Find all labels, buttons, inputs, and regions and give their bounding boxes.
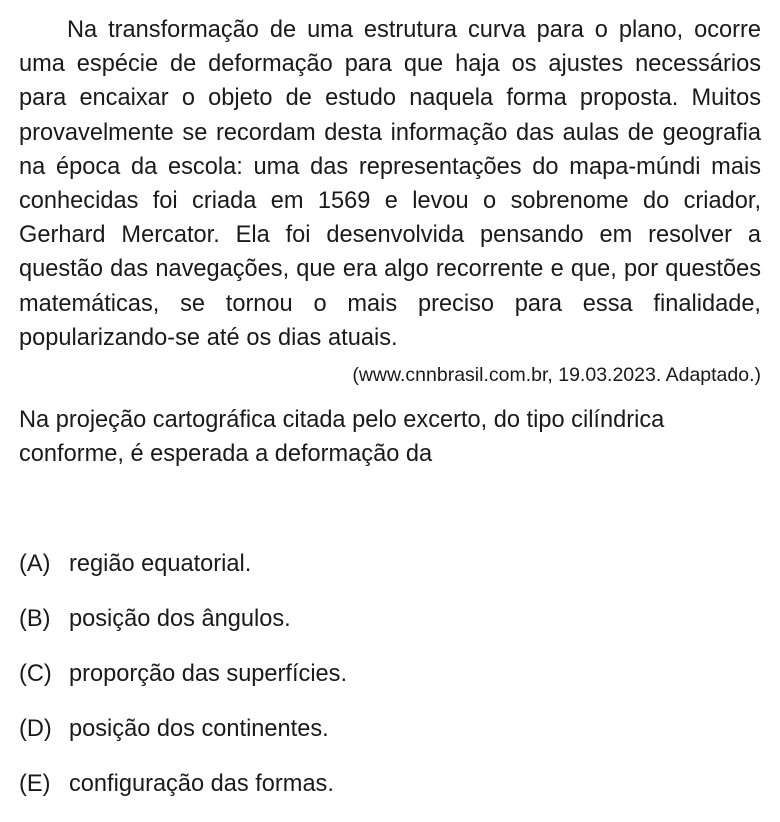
- option-letter: (D): [19, 716, 52, 742]
- question-page: [19, 0, 761, 471]
- question-prompt: Na projeção cartográfica citada pelo excerto, do tipo cilíndrica conforme, é esperada a deformação da: [19, 407, 665, 468]
- option-letter: (A): [19, 551, 51, 577]
- option-b[interactable]: [19, 602, 291, 636]
- option-text: configuração das formas.: [69, 771, 334, 797]
- option-text: região equatorial.: [69, 551, 252, 577]
- option-letter: (C): [19, 661, 52, 687]
- option-letter: (B): [19, 606, 51, 632]
- option-text: proporção das superfícies.: [69, 661, 348, 687]
- option-c[interactable]: [19, 657, 347, 691]
- option-text: posição dos ângulos.: [69, 606, 291, 632]
- option-text: posição dos continentes.: [69, 716, 329, 742]
- option-d[interactable]: [19, 712, 329, 746]
- option-a[interactable]: [19, 547, 251, 581]
- option-e[interactable]: [19, 767, 334, 801]
- passage-source: (www.cnnbrasil.com.br, 19.03.2023. Adaptado.): [352, 364, 761, 387]
- option-letter: (E): [19, 771, 51, 797]
- passage-text: Na transformação de uma estrutura curva para o plano, ocorre uma espécie de deformação para que haja os ajustes necessários para encaixar o objeto de estudo naquela forma proposta. Muitos provavelmente se recordam desta informação das aulas de geografia na época da escola: uma das representações do mapa-múndi mais conhecidas foi criada em 1569 e levou o sobrenome do criador, Gerhard Mercator. Ela foi desenvolvida pensando em resolver a questão das navegações, que era algo recorrente e que, por questões matemáticas, se tornou o mais preciso para essa finalidade, popularizando-se até os dias atuais.: [19, 17, 761, 351]
